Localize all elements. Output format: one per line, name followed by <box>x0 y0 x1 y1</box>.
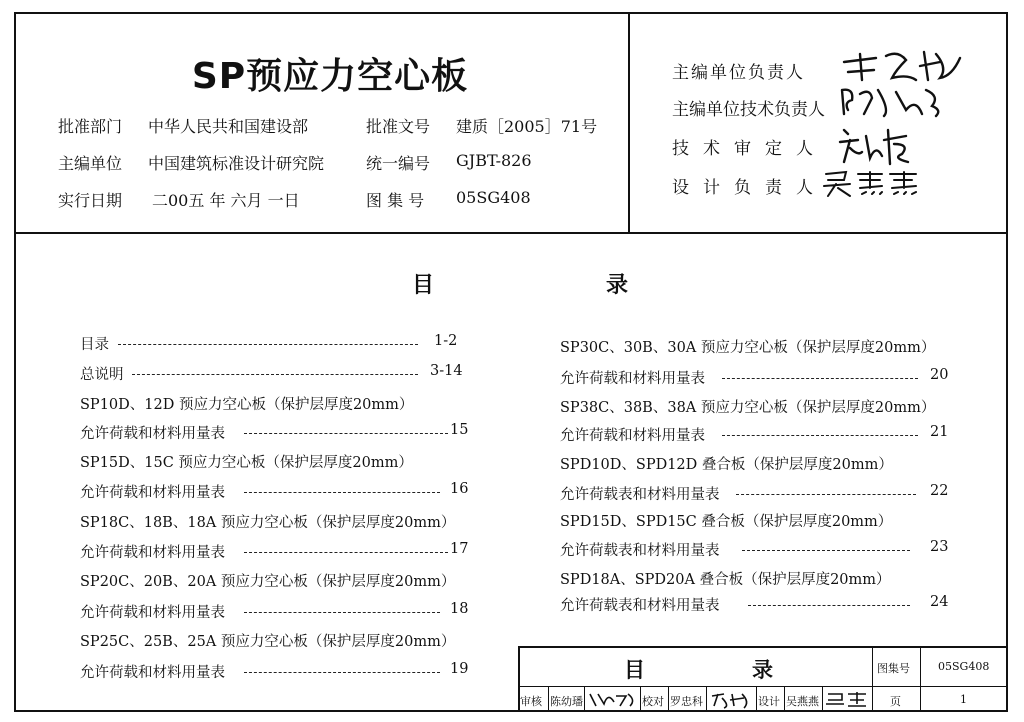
toc-page: 18 <box>450 601 469 617</box>
toc-item-heading: SPD18A、SPD20A 叠合板（保护层厚度20mm） <box>560 572 891 588</box>
toc-item-heading: SP30C、30B、30A 预应力空心板（保护层厚度20mm） <box>560 340 936 356</box>
tb-atlas-label: 图集号 <box>877 662 910 675</box>
toc-item-heading: SP10D、12D 预应力空心板（保护层厚度20mm） <box>80 397 414 413</box>
leader-dashes <box>722 378 918 379</box>
tb-checker: 罗忠科 <box>670 695 703 708</box>
atlas-no-value: 05SG408 <box>456 188 531 207</box>
chief-unit-leader-label: 主编单位负责人 <box>672 63 805 83</box>
toc-item-heading: SPD15D、SPD15C 叠合板（保护层厚度20mm） <box>560 514 893 530</box>
toc-item[interactable]: 允许荷载表和材料用量表 <box>560 598 720 614</box>
toc-page: 19 <box>450 661 469 677</box>
toc-item-heading: SP38C、38B、38A 预应力空心板（保护层厚度20mm） <box>560 400 936 416</box>
approval-no-label: 批准文号 <box>366 117 431 136</box>
title-block-divider <box>784 686 785 712</box>
header-divider <box>14 232 1008 234</box>
tb-name-right: 录 <box>752 657 773 682</box>
title-block-divider <box>920 646 921 712</box>
title-block-divider <box>668 686 669 712</box>
leader-dashes <box>244 672 440 673</box>
toc-page: 24 <box>930 594 949 610</box>
toc-item[interactable]: 允许荷载和材料用量表 <box>560 428 705 444</box>
toc-item[interactable]: 允许荷载和材料用量表 <box>560 371 705 387</box>
toc-item-heading: SPD10D、SPD12D 叠合板（保护层厚度20mm） <box>560 457 893 473</box>
signature-tech-approver <box>836 122 926 168</box>
effective-date-label: 实行日期 <box>58 191 123 210</box>
toc-item-heading: SP18C、18B、18A 预应力空心板（保护层厚度20mm） <box>80 515 456 531</box>
title-block-divider <box>822 686 823 712</box>
approval-no-value: 建质［2005］71号 <box>456 117 598 136</box>
header-vertical-divider <box>628 12 630 234</box>
signature-chief-unit-tech-leader <box>836 80 946 120</box>
tb-design-label: 设计 <box>758 695 780 708</box>
leader-dashes <box>742 550 910 551</box>
tech-approver-label: 技术审定人 <box>672 139 827 159</box>
toc-page: 16 <box>450 481 469 497</box>
toc-item[interactable]: 总说明 <box>80 367 124 383</box>
toc-title-right: 录 <box>606 272 629 298</box>
toc-item[interactable]: 允许荷载表和材料用量表 <box>560 543 720 559</box>
toc-page: 1-2 <box>434 333 458 349</box>
leader-dashes <box>722 435 918 436</box>
leader-dashes <box>736 494 916 495</box>
toc-item-heading: SP15D、15C 预应力空心板（保护层厚度20mm） <box>80 455 413 471</box>
toc-page: 21 <box>930 424 949 440</box>
editor-unit-label: 主编单位 <box>58 154 123 173</box>
toc-page: 20 <box>930 367 949 383</box>
tb-page-label: 页 <box>890 695 901 708</box>
toc-title-left: 目 <box>412 272 435 298</box>
toc-item[interactable]: 允许荷载和材料用量表 <box>80 545 225 561</box>
toc-page: 23 <box>930 539 949 555</box>
toc-page: 3-14 <box>430 363 463 379</box>
leader-dashes <box>244 612 440 613</box>
leader-dashes <box>132 374 418 375</box>
editor-unit-value: 中国建筑标准设计研究院 <box>148 154 325 173</box>
approval-dept-value: 中华人民共和国建设部 <box>148 117 309 136</box>
signature-design-leader <box>820 166 930 198</box>
unified-no-value: GJBT-826 <box>456 151 532 170</box>
toc-page: 22 <box>930 483 949 499</box>
chief-unit-tech-leader-label: 主编单位技术负责人 <box>672 100 825 120</box>
tb-reviewer: 陈幼璠 <box>550 695 583 708</box>
atlas-no-label: 图 集 号 <box>366 191 425 210</box>
tb-check-label: 校对 <box>642 695 664 708</box>
leader-dashes <box>748 605 910 606</box>
leader-dashes <box>244 433 448 434</box>
leader-dashes <box>244 492 440 493</box>
title-block-divider <box>756 686 757 712</box>
leader-dashes <box>244 552 448 553</box>
toc-item[interactable]: 允许荷载和材料用量表 <box>80 485 225 501</box>
title-block-divider <box>872 646 873 712</box>
toc-item[interactable]: 允许荷载和材料用量表 <box>80 426 225 442</box>
toc-item-heading: SP25C、25B、25A 预应力空心板（保护层厚度20mm） <box>80 634 456 650</box>
toc-item[interactable]: 允许荷载表和材料用量表 <box>560 487 720 503</box>
tb-page-value: 1 <box>960 693 967 706</box>
title-block-row-divider <box>518 686 1008 687</box>
toc-item-heading: SP20C、20B、20A 预应力空心板（保护层厚度20mm） <box>80 574 456 590</box>
document-title: SP预应力空心板 <box>191 56 469 97</box>
leader-dashes <box>118 344 418 345</box>
title-block-divider <box>548 686 549 712</box>
tb-review-label: 审核 <box>520 695 542 708</box>
title-block-divider <box>640 686 641 712</box>
toc-page: 17 <box>450 541 469 557</box>
tb-atlas-value: 05SG408 <box>938 660 990 673</box>
approval-dept-label: 批准部门 <box>58 117 123 136</box>
tb-name-left: 目 <box>624 657 645 682</box>
toc-page: 15 <box>450 422 469 438</box>
design-leader-label: 设计负责人 <box>672 178 827 198</box>
unified-no-label: 统一编号 <box>366 154 431 173</box>
title-block-divider <box>584 686 585 712</box>
toc-item[interactable]: 目录 <box>80 337 109 353</box>
toc-item[interactable]: 允许荷载和材料用量表 <box>80 605 225 621</box>
tb-checker-signature <box>708 688 754 710</box>
tb-reviewer-signature <box>586 688 638 710</box>
title-block-divider <box>706 686 707 712</box>
toc-item[interactable]: 允许荷载和材料用量表 <box>80 665 225 681</box>
tb-designer: 吴燕燕 <box>786 695 819 708</box>
signature-chief-unit-leader <box>836 40 966 84</box>
effective-date-value: 二00五 年 六月 一日 <box>152 191 300 210</box>
tb-designer-signature <box>824 688 870 710</box>
